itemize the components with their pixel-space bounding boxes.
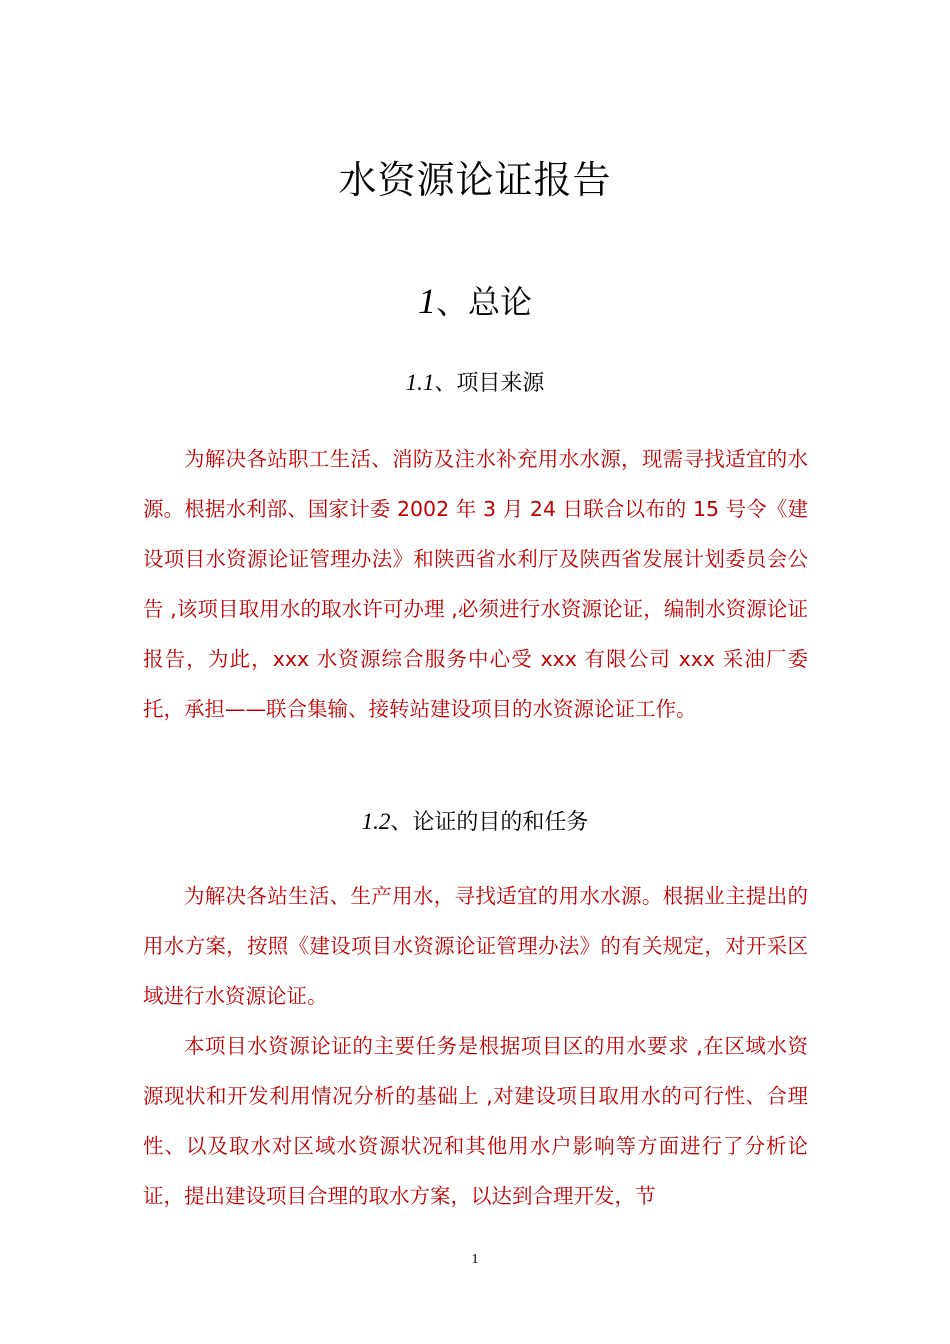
section-1-1-title: 、项目来源 [434, 371, 545, 396]
section-1-1-number: 1.1 [405, 370, 435, 395]
section-1-2-paragraph-2: 本项目水资源论证的主要任务是根据项目区的用水要求 ,在区域水资源现状和开发利用情况分析的基础上 ,对建设项目取用水的可行性、合理性、以及取水对区域水资源状况和其他用水户影响等方面进行了分析论证，提出建设项目合理的取水方案，以达到合理开发，节 [143, 1034, 808, 1208]
section-1-number: 1 [417, 281, 436, 321]
section-1-1-heading [0, 366, 950, 401]
section-1-2-title: 、论证的目的和任务 [390, 810, 589, 835]
document-title: 水资源论证报告 [338, 158, 612, 202]
section-1-2-paragraph-1: 为解决各站生活、生产用水，寻找适宜的用水水源。根据业主提出的用水方案，按照《建设项目水资源论证管理办法》的有关规定，对开采区域进行水资源论证。 [143, 884, 808, 1008]
page-number: 1 [471, 1252, 479, 1267]
section-1-heading [0, 278, 950, 325]
section-1-1-paragraph: 为解决各站职工生活、消防及注水补充用水水源，现需寻找适宜的水源。根据水利部、国家计委 2002 年 3 月 24 日联合以布的 15 号令《建设项目水资源论证管理办法》和陕西省水利厅及陕西省发展计划委员会公告 ,该项目取用水的取水许可办理 ,必须进行水资源论证，编制水资源论证报告，为此，xxx 水资源综合服务中心受 xxx 有限公司 xxx 采油厂委托，承担——联合集输、接转站建设项目的水资源论证工作。 [143, 447, 808, 721]
section-1-2-number: 1.2 [361, 809, 391, 834]
section-1-title: 、总论 [435, 283, 532, 321]
section-1-2-heading [0, 805, 950, 840]
